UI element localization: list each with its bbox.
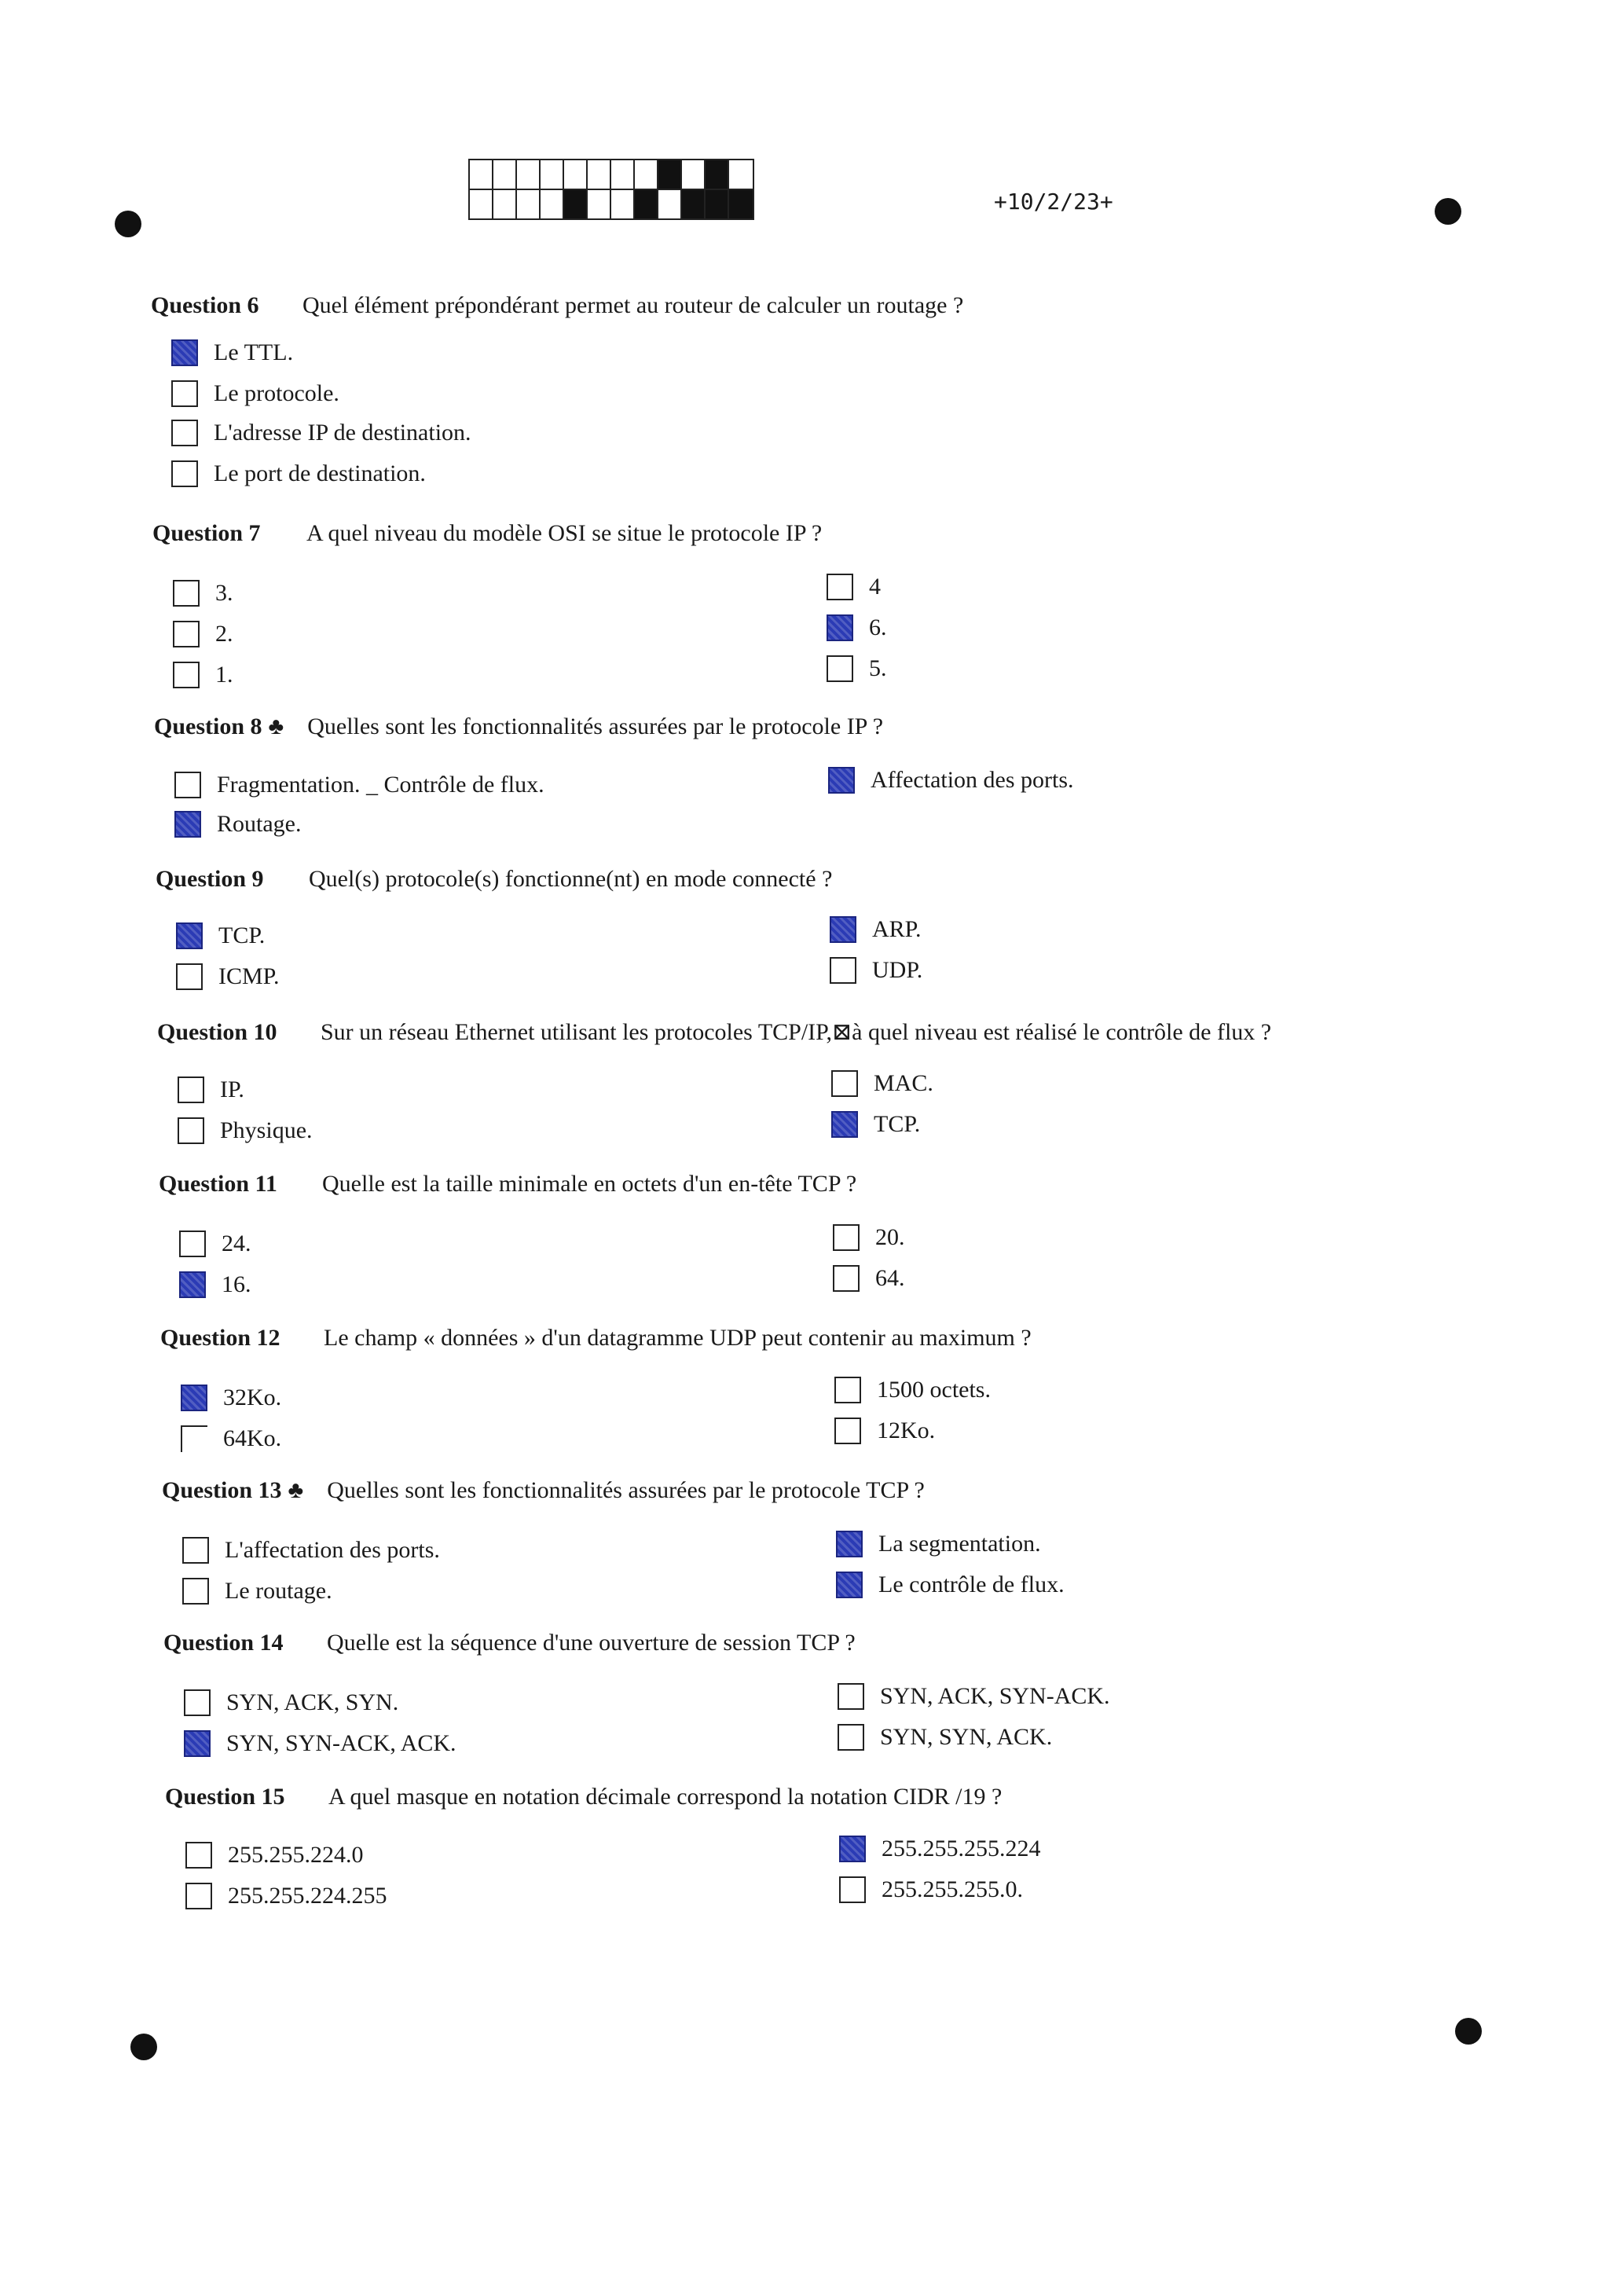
checkbox[interactable]: [830, 916, 856, 943]
checkbox[interactable]: [184, 1689, 211, 1716]
checkbox[interactable]: [181, 1425, 207, 1452]
option-label: 4: [869, 574, 881, 600]
club-icon: ♣: [268, 713, 284, 739]
question-text: Quel(s) protocole(s) fonctionne(nt) en mode connecté ?: [309, 866, 833, 892]
option-label: SYN, SYN, ACK.: [880, 1724, 1053, 1750]
barcode-cell: [658, 190, 682, 218]
checkbox[interactable]: [827, 574, 853, 600]
checkbox[interactable]: [182, 1578, 209, 1605]
q14-option-1[interactable]: [184, 1689, 398, 1716]
q12-option-4[interactable]: [834, 1418, 935, 1444]
option-label: Le contrôle de flux.: [878, 1572, 1065, 1597]
q11-option-3[interactable]: [833, 1224, 905, 1251]
q15-option-2[interactable]: [185, 1883, 387, 1909]
q9-option-3[interactable]: [830, 916, 922, 943]
registration-mark-top-right: [1435, 198, 1461, 225]
question-label: Question 6: [151, 292, 259, 318]
q13-option-4[interactable]: [836, 1572, 1065, 1598]
question-12: [160, 1325, 1032, 1352]
q14-option-3[interactable]: [838, 1683, 1110, 1710]
option-label: ARP.: [872, 916, 922, 942]
barcode-cell: [588, 160, 611, 189]
q7-option-5[interactable]: [827, 614, 887, 641]
checkbox[interactable]: [173, 662, 200, 688]
q10-option-2[interactable]: [178, 1117, 313, 1144]
q15-option-4[interactable]: [839, 1876, 1023, 1903]
checkbox[interactable]: [833, 1224, 860, 1251]
q12-option-2[interactable]: [181, 1425, 281, 1452]
barcode-cell: [470, 190, 493, 218]
question-label: Question 12: [160, 1325, 280, 1351]
checkbox[interactable]: [834, 1418, 861, 1444]
option-label: 1500 octets.: [877, 1377, 991, 1403]
q15-option-3[interactable]: [839, 1836, 1041, 1862]
question-label: Question 14: [163, 1630, 284, 1656]
question-label: Question 8: [154, 713, 262, 739]
option-label: 5.: [869, 655, 887, 681]
barcode-cell: [564, 190, 588, 218]
q12-option-3[interactable]: [834, 1377, 991, 1403]
option-label: La segmentation.: [878, 1531, 1041, 1557]
q6-option-3[interactable]: [171, 420, 471, 446]
checkbox[interactable]: [834, 1377, 861, 1403]
checkbox[interactable]: [831, 1111, 858, 1138]
option-label: 255.255.224.0: [228, 1842, 364, 1868]
club-icon: ♣: [288, 1477, 304, 1503]
checkbox[interactable]: [185, 1883, 212, 1909]
question-text: Quelles sont les fonctionnalités assurées par le protocole TCP ?: [327, 1477, 925, 1503]
option-label: 24.: [222, 1231, 251, 1256]
barcode-cell: [611, 160, 635, 189]
barcode-cell: [493, 190, 517, 218]
checkbox[interactable]: [179, 1231, 206, 1257]
option-label: Affectation des ports.: [871, 767, 1074, 793]
q10-option-3[interactable]: [831, 1070, 933, 1097]
barcode-cell: [635, 190, 658, 218]
option-label: SYN, ACK, SYN-ACK.: [880, 1683, 1110, 1709]
checkbox[interactable]: [176, 963, 203, 990]
option-label: TCP.: [874, 1111, 921, 1137]
barcode-cell: [611, 190, 635, 218]
checkbox[interactable]: [839, 1836, 866, 1862]
checkbox[interactable]: [178, 1076, 204, 1103]
q11-option-1[interactable]: [179, 1231, 251, 1257]
option-label: TCP.: [218, 922, 266, 948]
option-label: Physique.: [220, 1117, 313, 1143]
question-11: [159, 1171, 856, 1198]
question-text: Sur un réseau Ethernet utilisant les protocoles TCP/IP,⊠à quel niveau est réalisé le contrôle de flux ?: [321, 1019, 1272, 1045]
barcode-cell: [541, 160, 564, 189]
option-label: Fragmentation. _ Contrôle de flux.: [217, 772, 544, 798]
checkbox[interactable]: [173, 621, 200, 647]
option-label: 20.: [875, 1224, 905, 1250]
q7-option-6[interactable]: [827, 655, 887, 682]
q8-option-2[interactable]: [174, 811, 301, 838]
option-label: 16.: [222, 1271, 251, 1297]
option-label: 255.255.224.255: [228, 1883, 387, 1909]
q7-option-3[interactable]: [173, 662, 233, 688]
checkbox[interactable]: [185, 1842, 212, 1869]
q6-option-1[interactable]: [171, 339, 293, 366]
q12-option-1[interactable]: [181, 1385, 281, 1411]
question-6: [151, 292, 963, 319]
option-label: IP.: [220, 1076, 244, 1102]
option-label: 12Ko.: [877, 1418, 936, 1443]
q7-option-2[interactable]: [173, 621, 233, 647]
q13-option-2[interactable]: [182, 1578, 332, 1605]
checkbox[interactable]: [171, 460, 198, 487]
option-label: 255.255.255.0.: [882, 1876, 1023, 1902]
checkbox[interactable]: [836, 1572, 863, 1598]
q10-option-4[interactable]: [831, 1111, 920, 1138]
question-label: Question 13: [162, 1477, 282, 1503]
option-label: SYN, SYN-ACK, ACK.: [226, 1730, 456, 1756]
checkbox[interactable]: [181, 1385, 207, 1411]
q7-option-1[interactable]: [173, 580, 233, 607]
barcode-cell: [635, 160, 658, 189]
option-label: 1.: [215, 662, 233, 688]
option-label: 3.: [215, 580, 233, 606]
q14-option-4[interactable]: [838, 1724, 1052, 1751]
checkbox[interactable]: [838, 1683, 864, 1710]
barcode-cell: [729, 160, 753, 189]
question-7: [152, 520, 822, 547]
q13-option-1[interactable]: [182, 1537, 440, 1564]
barcode-row-1: [468, 159, 754, 190]
question-10: [157, 1018, 1271, 1046]
checkbox[interactable]: [174, 811, 201, 838]
option-label: 64.: [875, 1265, 905, 1291]
checkbox[interactable]: [836, 1531, 863, 1557]
option-label: 255.255.255.224: [882, 1836, 1041, 1861]
option-label: 32Ko.: [223, 1385, 282, 1410]
question-9: [156, 866, 832, 893]
registration-mark-top-left: [115, 211, 141, 237]
checkbox[interactable]: [831, 1070, 858, 1097]
q6-option-2[interactable]: [171, 380, 339, 407]
barcode-cell: [493, 160, 517, 189]
checkbox[interactable]: [827, 614, 853, 641]
option-label: L'affectation des ports.: [225, 1537, 440, 1563]
question-label: Question 10: [157, 1019, 277, 1045]
option-label: Le TTL.: [214, 339, 294, 365]
question-text: Quelle est la séquence d'une ouverture de session TCP ?: [327, 1630, 856, 1656]
barcode-row-2: [468, 189, 754, 220]
barcode-cell: [517, 160, 541, 189]
q15-option-1[interactable]: [185, 1842, 364, 1869]
question-text: A quel masque en notation décimale correspond la notation CIDR /19 ?: [328, 1784, 1003, 1810]
checkbox[interactable]: [827, 655, 853, 682]
checkbox[interactable]: [176, 922, 203, 949]
checkbox[interactable]: [179, 1271, 206, 1298]
q9-option-4[interactable]: [830, 957, 922, 984]
sheet-code: +10/2/23+: [994, 189, 1113, 215]
option-label: UDP.: [872, 957, 923, 983]
registration-mark-bottom-right: [1455, 2018, 1482, 2045]
q11-option-2[interactable]: [179, 1271, 251, 1298]
checkbox[interactable]: [828, 767, 855, 794]
question-label: Question 15: [165, 1784, 285, 1810]
barcode-cell: [706, 190, 729, 218]
question-13: [162, 1477, 925, 1504]
checkbox[interactable]: [173, 580, 200, 607]
checkbox[interactable]: [838, 1724, 864, 1751]
checkbox[interactable]: [171, 420, 198, 446]
q9-option-1[interactable]: [176, 922, 265, 949]
question-14: [163, 1630, 856, 1656]
option-label: 64Ko.: [223, 1425, 282, 1451]
checkbox[interactable]: [171, 380, 198, 407]
option-label: Le port de destination.: [214, 460, 426, 486]
q14-option-2[interactable]: [184, 1730, 456, 1757]
option-label: Le protocole.: [214, 380, 339, 406]
q11-option-4[interactable]: [833, 1265, 905, 1292]
barcode-cell: [470, 160, 493, 189]
checkbox[interactable]: [171, 339, 198, 366]
q10-option-1[interactable]: [178, 1076, 244, 1103]
q13-option-3[interactable]: [836, 1531, 1041, 1557]
option-label: MAC.: [874, 1070, 933, 1096]
checkbox[interactable]: [839, 1876, 866, 1903]
checkbox[interactable]: [182, 1537, 209, 1564]
question-text: A quel niveau du modèle OSI se situe le protocole IP ?: [306, 520, 823, 546]
barcode-cell: [682, 190, 706, 218]
barcode-cell: [517, 190, 541, 218]
checkbox[interactable]: [833, 1265, 860, 1292]
barcode-cell: [541, 190, 564, 218]
question-text: Le champ « données » d'un datagramme UDP peut contenir au maximum ?: [324, 1325, 1032, 1351]
option-label: SYN, ACK, SYN.: [226, 1689, 399, 1715]
registration-mark-bottom-left: [130, 2034, 157, 2060]
barcode-cell: [682, 160, 706, 189]
question-text: Quelle est la taille minimale en octets d'un en-tête TCP ?: [322, 1171, 857, 1197]
barcode-cell: [729, 190, 753, 218]
question-8: [154, 713, 883, 740]
checkbox[interactable]: [174, 772, 201, 798]
checkbox[interactable]: [830, 957, 856, 984]
checkbox[interactable]: [184, 1730, 211, 1757]
question-15: [165, 1784, 1002, 1810]
question-text: Quelles sont les fonctionnalités assurées par le protocole IP ?: [307, 713, 884, 739]
question-text: Quel élément prépondérant permet au routeur de calculer un routage ?: [302, 292, 964, 318]
question-label: Question 7: [152, 520, 261, 546]
option-label: Routage.: [217, 811, 302, 837]
option-label: 6.: [869, 614, 887, 640]
q9-option-2[interactable]: [176, 963, 280, 990]
barcode-cell: [588, 190, 611, 218]
option-label: ICMP.: [218, 963, 280, 989]
q8-option-1[interactable]: [174, 772, 544, 798]
q8-option-3[interactable]: [828, 767, 1074, 794]
option-label: 2.: [215, 621, 233, 647]
option-label: L'adresse IP de destination.: [214, 420, 471, 446]
question-label: Question 9: [156, 866, 264, 892]
checkbox[interactable]: [178, 1117, 204, 1144]
option-label: Le routage.: [225, 1578, 332, 1604]
barcode-cell: [658, 160, 682, 189]
q7-option-4[interactable]: [827, 574, 881, 600]
q6-option-4[interactable]: [171, 460, 426, 487]
barcode-cell: [564, 160, 588, 189]
barcode-cell: [706, 160, 729, 189]
question-label: Question 11: [159, 1171, 277, 1197]
